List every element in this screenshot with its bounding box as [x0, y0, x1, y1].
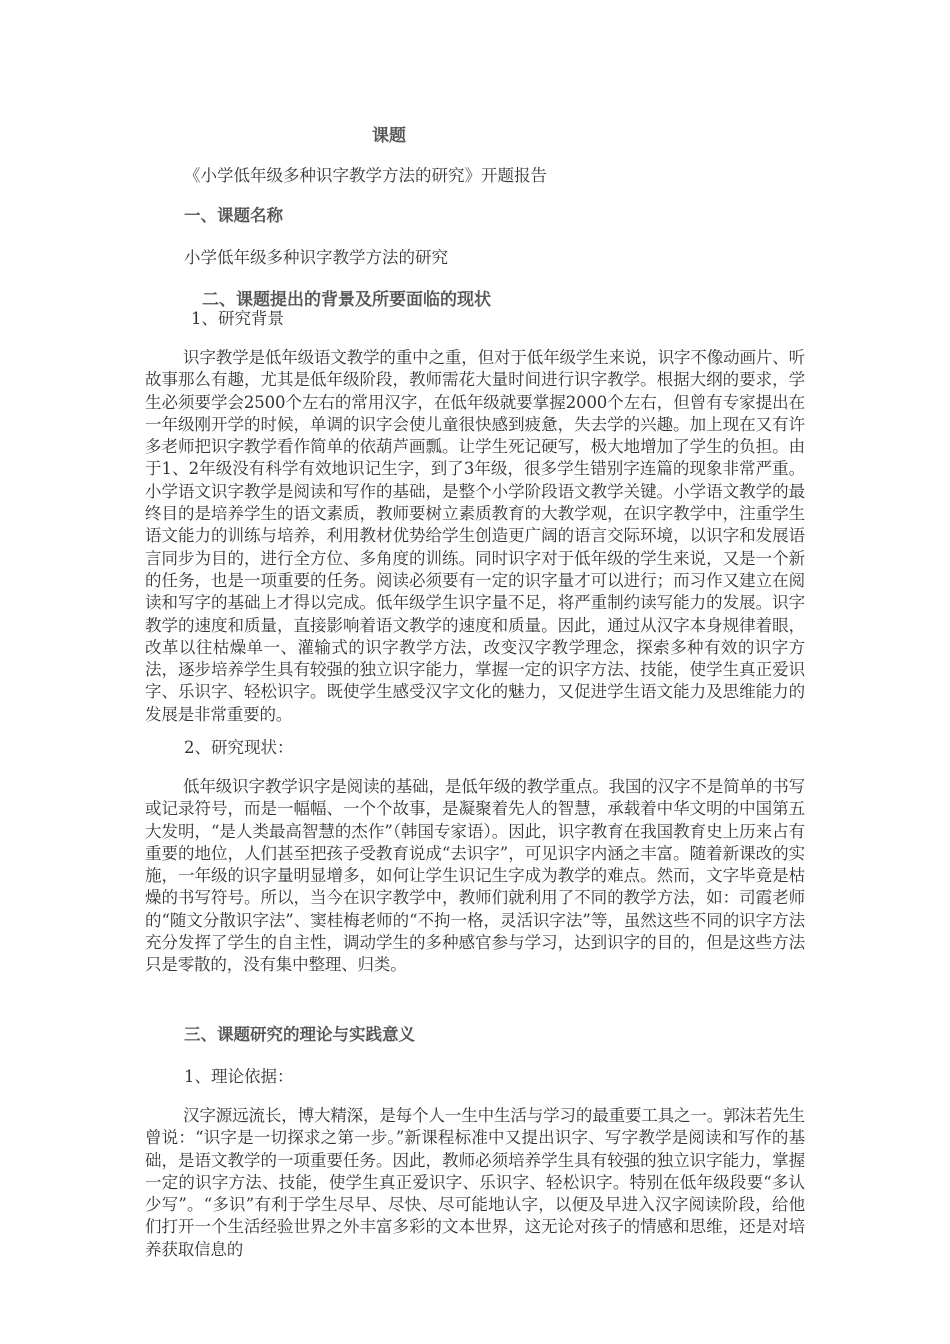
background-paragraph: 识字教学是低年级语文教学的重中之重，但对于低年级学生来说，识字不像动画片、听故事那么有趣，尤其是低年级阶段，教师需花大量时间进行识字教学。根据大纲的要求，学生必须要学会2500个左右的常用汉字，在低年级就要掌握2000个左右，但曾有专家提出在一年级刚开学的时候，单调的识字会使儿童很快感到疲惫，失去学的兴趣。加上现在又有许多老师把识字教学看作简单的依葫芦画瓢。让学生死记硬写，极大地增加了学生的负担。由于1、2年级没有科学有效地识记生字，到了3年级，很多学生错别字连篇的现象非常严重。小学语文识字教学是阅读和写作的基础，是整个小学阶段语文教学关键。小学语文教学的最终目的是培养学生的语文素质，教师要树立素质教育的大教学观，在识字教学中，注重学生语文能力的训练与培养，利用教材优势给学生创造更广阔的语言交际环境，以识字和发展语言同步为目的，进行全方位、多角度的训练。同时识字对于低年级的学生来说，又是一个新的任务，也是一项重要的任务。阅读必须要有一定的识字量才可以进行；而习作又建立在阅读和写字的基础上才得以完成。低年级学生识字量不足，将严重制约读写能力的发展。识字教学的速度和质量，直接影响着语文教学的速度和质量。因此，通过从汉字本身规律着眼，改革以往枯燥单一、灌输式的识字教学方法，改变汉字教学理念，探索多种有效的识字方法，逐步培养学生具有较强的独立识字能力，掌握一定的识字方法、技能，使学生真正爱识字、乐识字、轻松识字。既使学生感受汉字文化的魅力，又促进学生语文能力及思维能力的发展是非常重要的。 [145, 348, 805, 724]
section3-heading: 三、课题研究的理论与实践意义 [184, 1025, 415, 1044]
section2-sub2: 2、研究现状： [184, 738, 294, 757]
section3-sub1: 1、理论依据： [184, 1067, 294, 1086]
theory-paragraph: 汉字源远流长，博大精深，是每个人一生中生活与学习的最重要工具之一。郭沫若先生曾说：“识字是一切探求之第一步。”新课程标准中又提出识字、写字教学是阅读和写作的基础，是语文教学的一项重要任务。因此，教师必须培养学生具有较强的独立识字能力，掌握一定的识字方法、技能，使学生真正爱识字、乐识字、轻松识字。特别在低年级段要“多认少写”。“多识”有利于学生尽早、尽快、尽可能地认字，以便及早进入汉字阅读阶段，给他们打开一个生活经验世界之外丰富多彩的文本世界，这无论对孩子的情感和思维，还是对培养获取信息的 [145, 1106, 805, 1259]
status-paragraph: 低年级识字教学识字是阅读的基础，是低年级的教学重点。我国的汉字不是简单的书写或记录符号，而是一幅幅、一个个故事，是凝聚着先人的智慧，承载着中华文明的中国第五大发明，“是人类最高智慧的杰作”（韩国专家语）。因此，识字教育在我国教育史上历来占有重要的地位，人们甚至把孩子受教育说成“去识字”，可见识字内涵之丰富。随着新课改的实施，一年级的识字量明显增多，如何让学生识记生字成为教学的难点。然而，文字毕竟是枯燥的书写符号。所以，当今在识字教学中，教师们就利用了不同的教学方法，如：司霞老师的“随文分散识字法”、窦桂梅老师的“不拘一格，灵活识字法”等，虽然这些不同的识字方法充分发挥了学生的自主性，调动学生的多种感官参与学习，达到识字的目的，但是这些方法只是零散的，没有集中整理、归类。 [145, 777, 805, 975]
report-subtitle: 《小学低年级多种识字教学方法的研究》开题报告 [184, 166, 547, 185]
section2-heading: 二、课题提出的背景及所要面临的现状 [202, 290, 491, 310]
document-title: 课题 [372, 126, 406, 146]
section2-sub1: 1、研究背景 [191, 309, 284, 328]
topic-name: 小学低年级多种识字教学方法的研究 [184, 248, 448, 267]
section1-heading: 一、课题名称 [184, 206, 283, 225]
